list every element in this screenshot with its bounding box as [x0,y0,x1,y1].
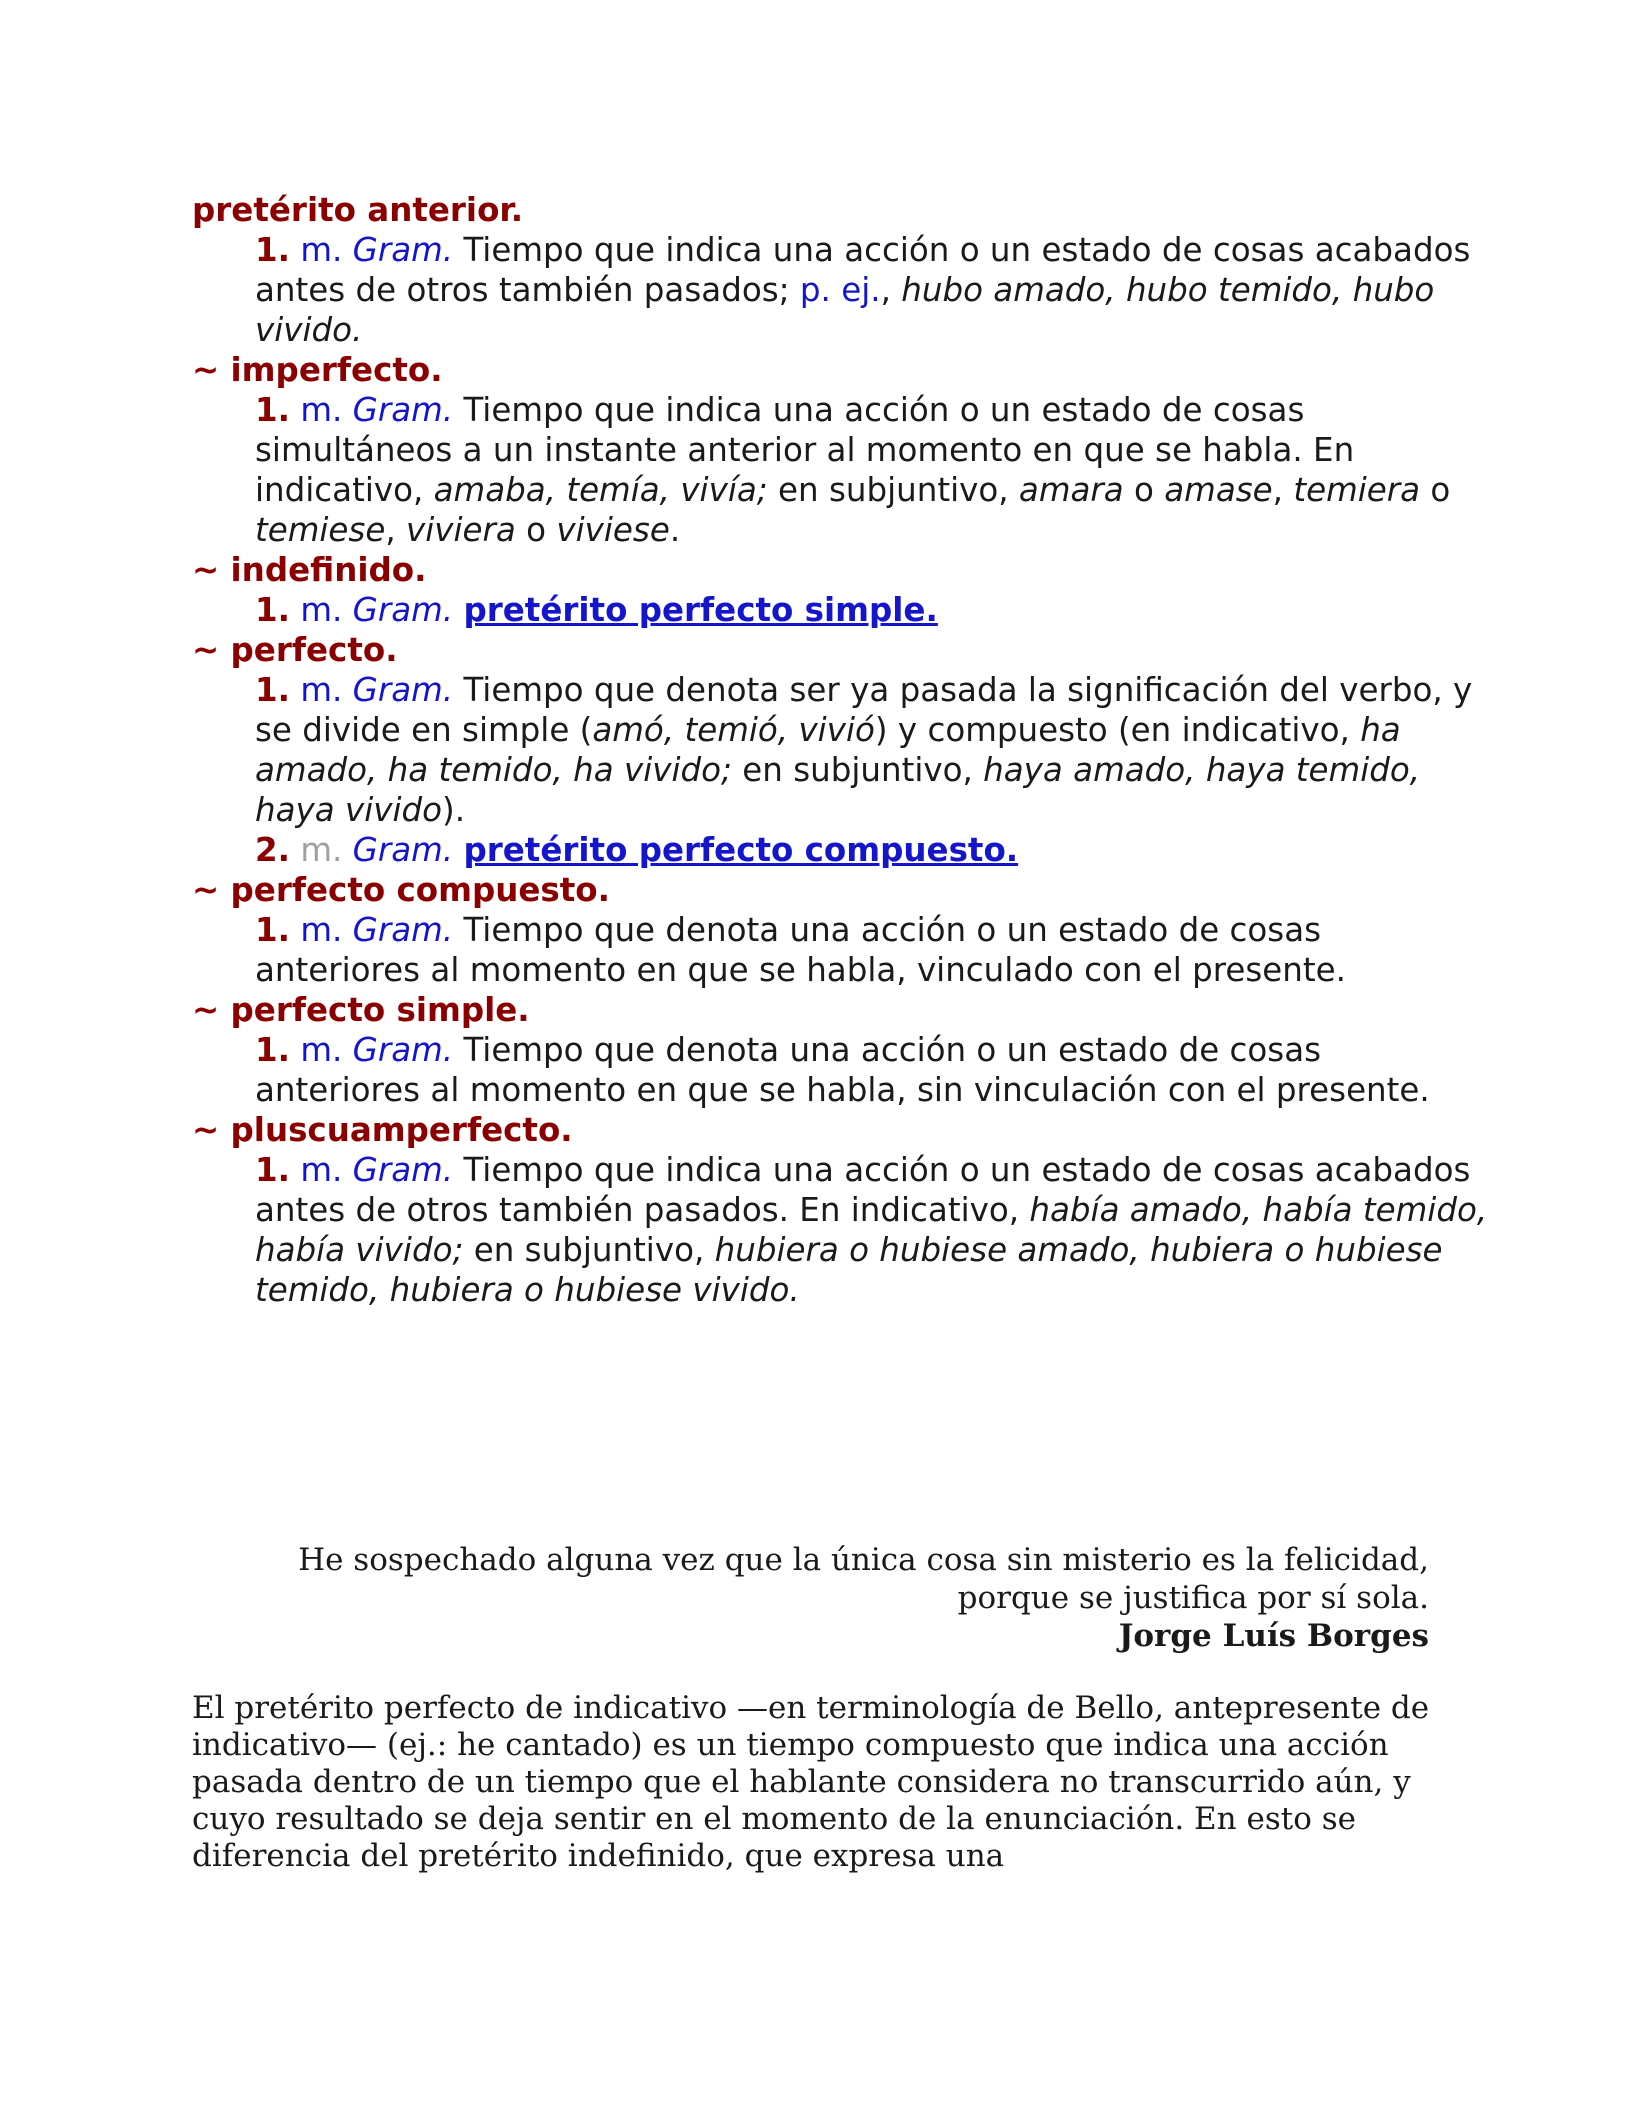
definition-text: o [515,511,557,549]
entry-sense [192,910,1492,990]
dictionary-entries [192,190,1492,1310]
cross-reference-link[interactable]: pretérito perfecto simple. [463,591,938,629]
entry-sense [192,1150,1492,1310]
example-forms: había amado, había temido, había vivido; [255,1191,1488,1269]
dictionary-entry [192,1110,1492,1310]
abbreviation-grammar[interactable]: Gram. [352,671,454,709]
abbreviation-grammar[interactable]: Gram. [352,231,454,269]
definition-text: Tiempo que indica una acción o un estado de cosas simultáneos a un instante anterior al momento en que se habla. En indicativo, [255,391,1355,509]
definition-text: Tiempo que denota una acción o un estado de cosas anteriores al momento en que se habla, sin vinculación con el presente. [255,1031,1430,1109]
example-forms: temiera [1293,471,1421,509]
entry-sense [192,830,1492,870]
abbreviation-masculine[interactable]: m. [300,911,343,949]
example-forms: amase [1164,471,1273,509]
abbreviation-masculine[interactable]: m. [300,591,343,629]
abbreviation-masculine[interactable]: m. [300,231,343,269]
definition-text [453,591,463,629]
dictionary-entry [192,190,1492,350]
epigraph-quote [229,1541,1429,1655]
sense-number: 1. [255,591,290,629]
example-forms: amaba, temía, vivía; [433,471,768,509]
entry-sense [192,390,1492,550]
definition-text: en subjuntivo, [731,751,984,789]
definition-text: o [1420,471,1451,509]
sense-number: 1. [255,911,290,949]
entry-sense [192,670,1492,830]
definition-text: ). [442,791,466,829]
example-forms: hubo amado, hubo temido, hubo vivido. [255,271,1435,349]
definition-text: Tiempo que denota una acción o un estado de cosas anteriores al momento en que se habla, vinculado con el presente. [255,911,1346,989]
abbreviation-grammar[interactable]: Gram. [352,391,454,429]
entry-headword: pretérito anterior. [192,191,524,229]
abbreviation-grammar[interactable]: Gram. [352,1151,454,1189]
example-forms: haya amado, haya temido, haya vivido [255,751,1421,829]
definition-text: Tiempo que denota ser ya pasada la significación del verbo, y se divide en simple ( [255,671,1473,749]
example-forms: viviera [406,511,516,549]
entry-sense [192,590,1492,630]
definition-text: ) y compuesto (en indicativo, [874,711,1361,749]
definition-text: , [880,271,902,309]
entry-sense [192,1030,1492,1110]
entry-headword: ~ pluscuamperfecto. [192,1111,573,1149]
entry-headword: ~ perfecto compuesto. [192,871,610,909]
definition-text: en subjuntivo, [767,471,1019,509]
sense-number: 1. [255,391,290,429]
definition-text: en subjuntivo, [463,1231,715,1269]
abbreviation-grammar[interactable]: Gram. [352,1031,454,1069]
example-forms: temiese [255,511,386,549]
quote-author: Jorge Luís Borges [1118,1618,1429,1654]
abbreviation-grammar[interactable]: Gram. [352,911,454,949]
definition-text [453,831,463,869]
sense-number: 1. [255,671,290,709]
definition-text: Tiempo que indica una acción o un estado de cosas acabados antes de otros también pasados. En indicativo, [255,1151,1471,1229]
quote-line: He sospechado alguna vez que la única cosa sin misterio es la felicidad, [298,1542,1429,1578]
sense-number: 1. [255,1151,290,1189]
abbreviation-grammar[interactable]: Gram. [352,831,454,869]
dictionary-entry [192,350,1492,550]
sense-number: 1. [255,231,290,269]
entry-headword: ~ perfecto. [192,631,398,669]
dictionary-entry [192,550,1492,630]
cross-reference-link[interactable]: pretérito perfecto compuesto. [463,831,1019,869]
entry-headword: ~ indefinido. [192,551,427,589]
definition-text: , [1272,471,1294,509]
entry-sense [192,230,1492,350]
quote-line: porque se justifica por sí sola. [957,1580,1429,1616]
dictionary-entry [192,870,1492,990]
definition-text: o [1123,471,1165,509]
definition-text: . [669,511,681,549]
definition-text: Tiempo que indica una acción o un estado de cosas acabados antes de otros también pasados; [255,231,1471,309]
entry-headword: ~ imperfecto. [192,351,443,389]
dictionary-entry [192,630,1492,870]
example-forms: amara [1018,471,1124,509]
example-forms: amó, temió, vivió [592,711,875,749]
example-forms: ha amado, ha temido, ha vivido; [255,711,1401,789]
abbreviation-grammar[interactable]: Gram. [352,591,454,629]
example-forms: viviese [556,511,670,549]
definition-text: , [385,511,407,549]
abbreviation-masculine[interactable]: m. [300,391,343,429]
sense-number: 1. [255,1031,290,1069]
abbreviation-masculine[interactable]: m. [300,1031,343,1069]
example-forms: hubiera o hubiese amado, hubiera o hubiese temido, hubiera o hubiese vivido. [255,1231,1443,1309]
abbreviation-masculine[interactable]: m. [300,831,343,869]
entry-headword: ~ perfecto simple. [192,991,530,1029]
body-paragraph: El pretérito perfecto de indicativo —en terminología de Bello, antepresente de indicativo— (ej.: he cantado) es un tiempo compuesto que indica una acción pasada dentro de un tiempo que el hablante considera no transcurrido aún, y cuyo resultado se deja sentir en el momento de la enunciación. En esto se diferencia del pretérito indefinido, que expresa una [192,1690,1430,1874]
abbreviation-link[interactable]: p. ej. [799,271,881,309]
abbreviation-masculine[interactable]: m. [300,1151,343,1189]
abbreviation-masculine[interactable]: m. [300,671,343,709]
sense-number: 2. [255,831,290,869]
dictionary-entry [192,990,1492,1110]
